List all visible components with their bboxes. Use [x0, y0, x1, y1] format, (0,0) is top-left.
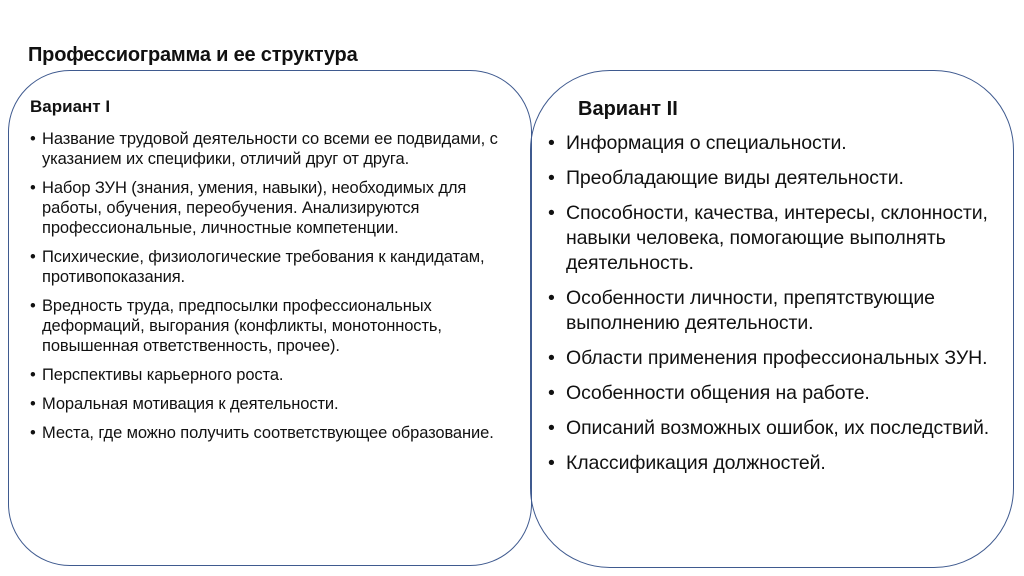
list-item: • Название трудовой деятельности со всеми ее подвидами, с указанием их специфики, отличий друг от друга.: [30, 129, 530, 169]
list-item: • Области применения профессиональных ЗУН.: [548, 346, 1008, 371]
list-item: • Перспективы карьерного роста.: [30, 365, 530, 385]
list-item: • Особенности личности, препятствующие выполнению деятельности.: [548, 286, 1008, 336]
variant-1-list: [30, 129, 530, 452]
variant-2-title: Вариант II: [578, 98, 678, 120]
list-item: • Описаний возможных ошибок, их последствий.: [548, 416, 1008, 441]
list-item: • Способности, качества, интересы, склонности, навыки человека, помогающие выполнять деятельность.: [548, 201, 1008, 276]
list-item: • Классификация должностей.: [548, 451, 1008, 476]
list-item: • Места, где можно получить соответствующее образование.: [30, 423, 530, 443]
variant-2-list: [548, 131, 1008, 486]
list-item: • Моральная мотивация к деятельности.: [30, 394, 530, 414]
list-item: • Набор ЗУН (знания, умения, навыки), необходимых для работы, обучения, переобучения. Анализируются профессиональные, личностные компетенции.: [30, 178, 530, 238]
list-item: • Информация о специальности.: [548, 131, 1008, 156]
list-item: • Особенности общения на работе.: [548, 381, 1008, 406]
list-item: • Преобладающие виды деятельности.: [548, 166, 1008, 191]
page-title: Профессиограмма и ее структура: [28, 44, 358, 66]
list-item: • Психические, физиологические требования к кандидатам, противопоказания.: [30, 247, 530, 287]
variant-1-title: Вариант I: [30, 97, 111, 116]
list-item: • Вредность труда, предпосылки профессиональных деформаций, выгорания (конфликты, монотонность, повышенная ответственность, прочее).: [30, 296, 530, 356]
